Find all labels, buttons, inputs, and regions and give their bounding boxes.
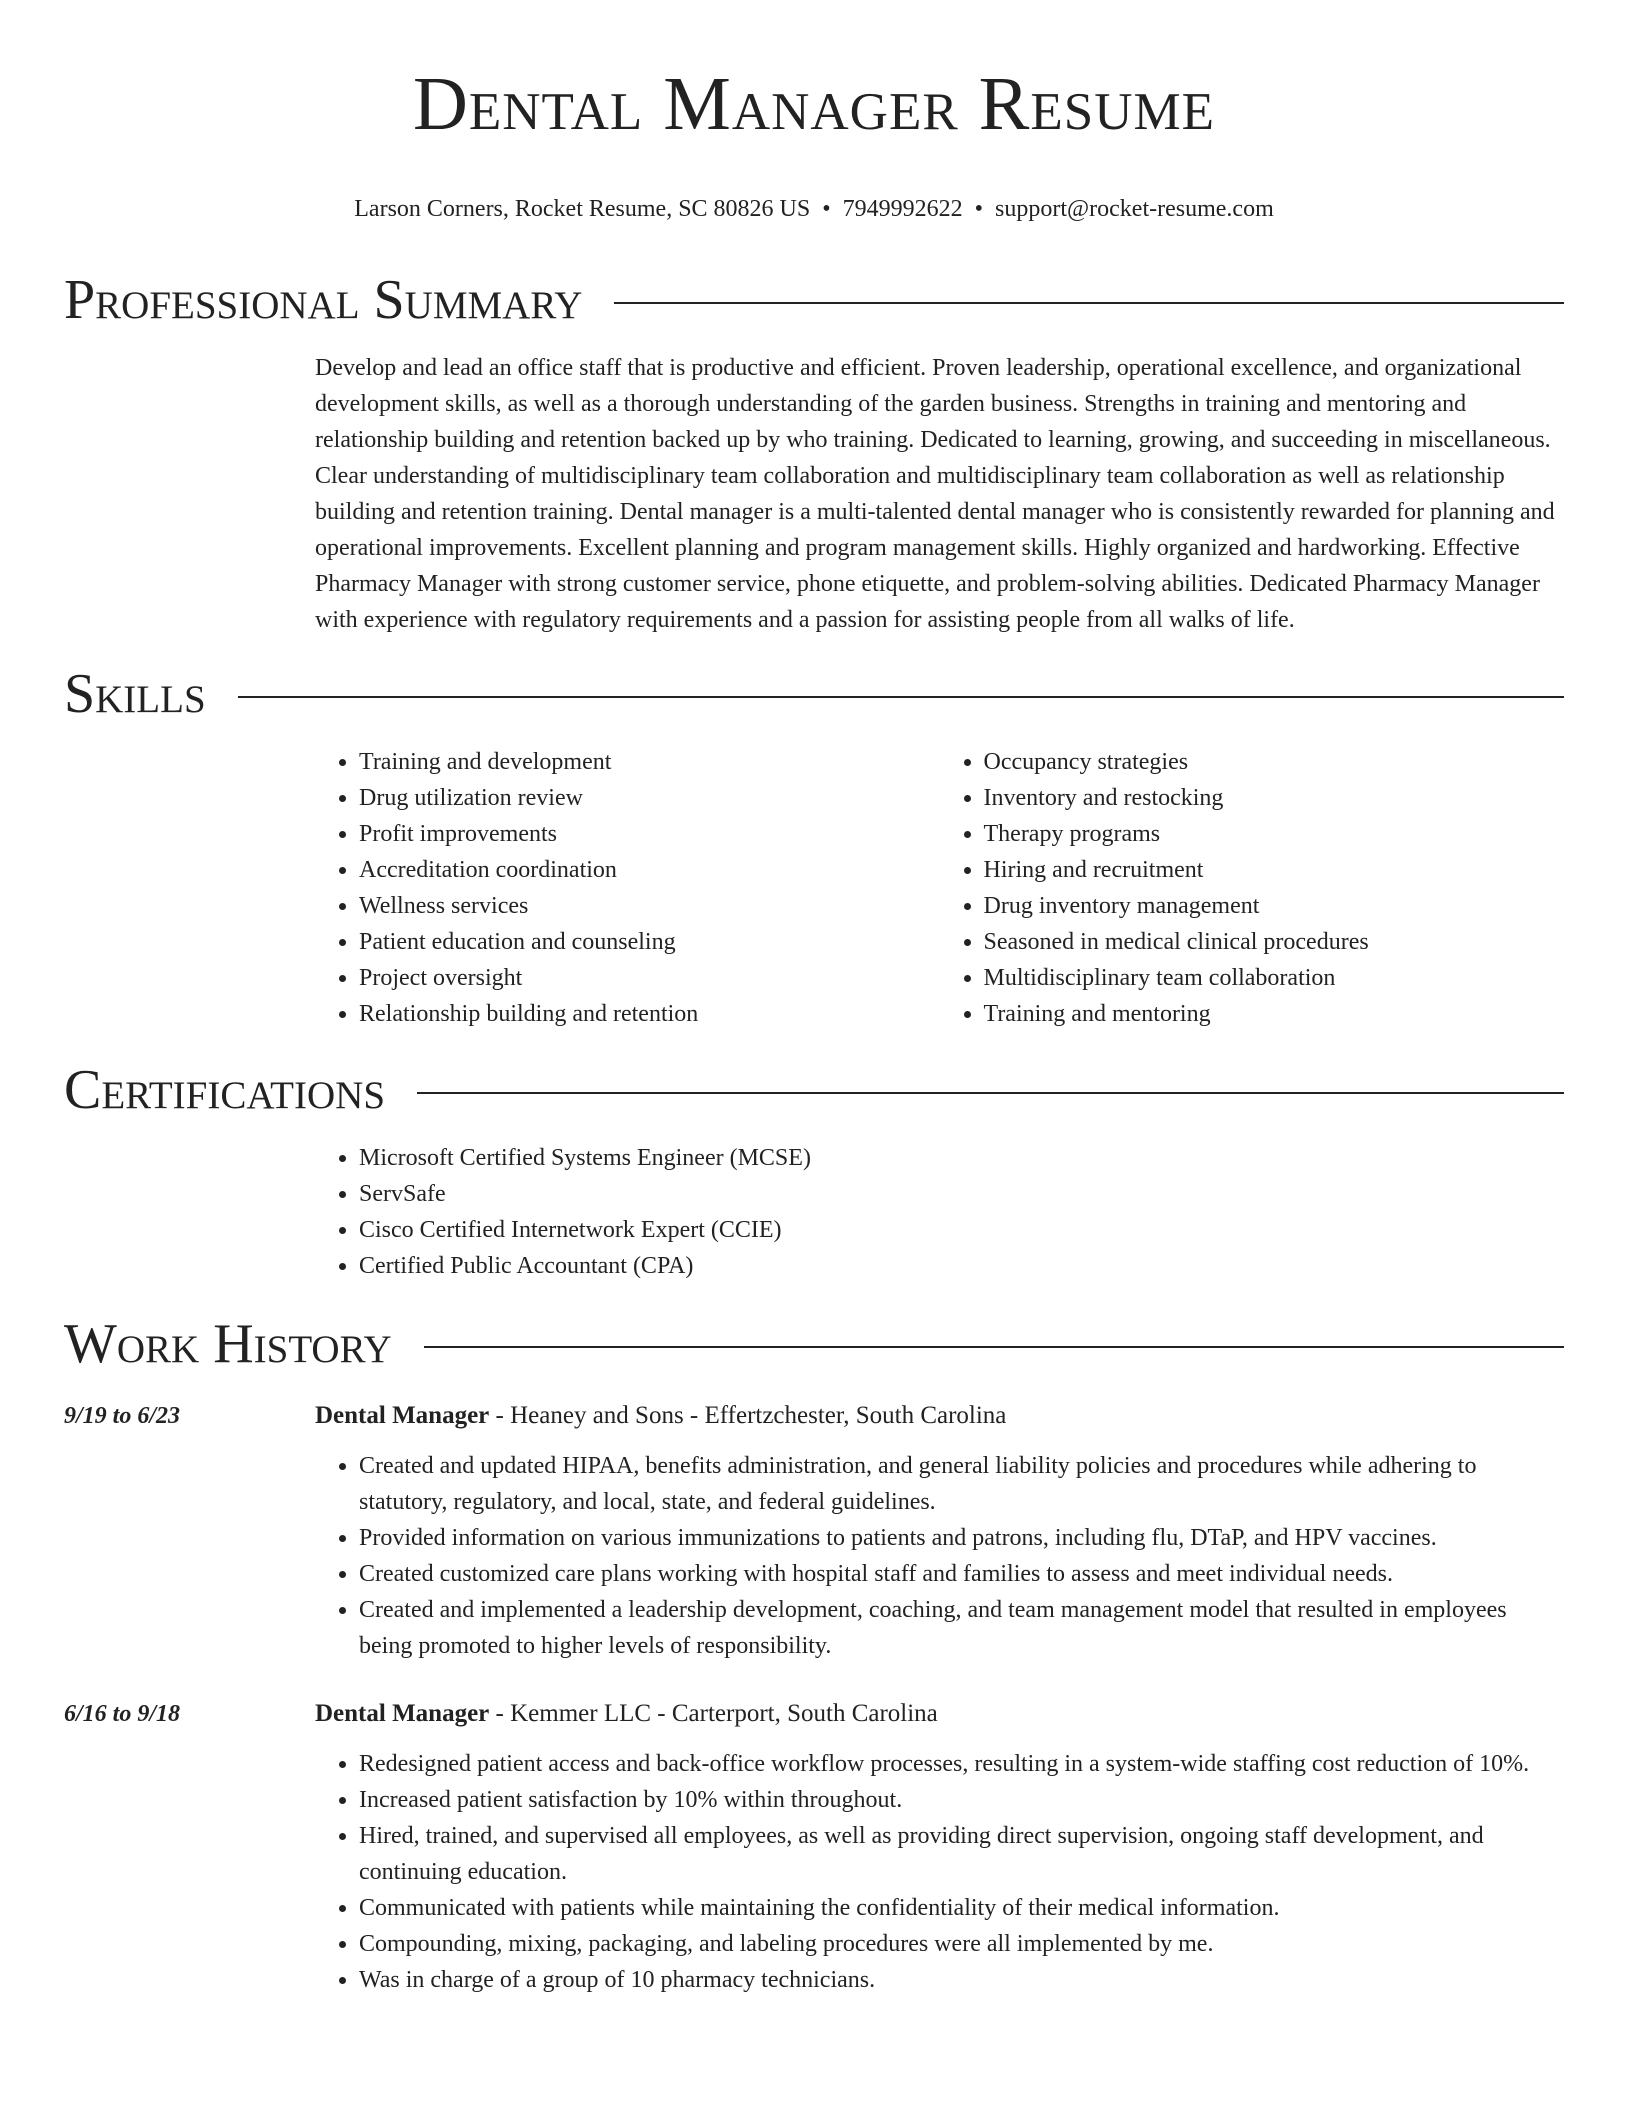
summary-section-header [64, 270, 1564, 330]
job-entry [64, 1696, 1564, 1998]
skill-item: • Seasoned in medical clinical procedures [984, 924, 1565, 960]
job-bullet: • Redesigned patient access and back-office workflow processes, resulting in a system-wide staffing cost reduction of 10%. [359, 1746, 1564, 1782]
skill-item: • Drug inventory management [984, 888, 1565, 924]
contact-separator: • [974, 196, 984, 222]
job-heading [315, 1696, 938, 1732]
work-history-heading: Work History [64, 1313, 392, 1375]
skill-item: • Project oversight [359, 960, 940, 996]
skills-right-column [940, 744, 1565, 1032]
contact-address: Larson Corners, Rocket Resume, SC 80826 US [354, 196, 811, 222]
skill-item: • Relationship building and retention [359, 996, 940, 1032]
job-bullet: • Compounding, mixing, packaging, and labeling procedures were all implemented by me. [359, 1926, 1564, 1962]
resume-page [64, 0, 1564, 1998]
skills-left-column [315, 744, 940, 1032]
job-dates: 6/16 to 9/18 [64, 1701, 181, 1727]
job-entry [64, 1398, 1564, 1664]
skills-section-header [64, 664, 1564, 724]
skill-item: • Wellness services [359, 888, 940, 924]
work-history-section-header [64, 1314, 1564, 1374]
skill-item: • Occupancy strategies [984, 744, 1565, 780]
job-bullet: • Was in charge of a group of 10 pharmacy technicians. [359, 1962, 1564, 1998]
job-title: Dental Manager [315, 1402, 490, 1429]
skill-item: • Inventory and restocking [984, 780, 1565, 816]
job-bullet-list [315, 1448, 1564, 1664]
certification-item: • Certified Public Accountant (CPA) [359, 1248, 1564, 1284]
section-divider [424, 1346, 1564, 1348]
job-bullet: • Created and implemented a leadership development, coaching, and team management model that resulted in employees being promoted to higher levels of responsibility. [359, 1592, 1564, 1664]
job-bullet: • Increased patient satisfaction by 10% within throughout. [359, 1782, 1564, 1818]
skill-item: • Drug utilization review [359, 780, 940, 816]
contact-separator: • [822, 196, 831, 222]
certification-item: • ServSafe [359, 1176, 1564, 1212]
skill-item: • Therapy programs [984, 816, 1565, 852]
resume-title: Dental Manager Resume [412, 62, 1216, 146]
job-bullet: • Created customized care plans working with hospital staff and families to assess and meet individual needs. [359, 1556, 1564, 1592]
job-employer-location: - Heaney and Sons - Effertzchester, South Carolina [489, 1402, 1007, 1429]
certification-item: • Microsoft Certified Systems Engineer (MCSE) [359, 1140, 1564, 1176]
contact-phone: 7949992622 [842, 196, 963, 222]
skill-item: • Accreditation coordination [359, 852, 940, 888]
certifications-list [315, 1140, 1564, 1284]
summary-text: Develop and lead an office staff that is productive and efficient. Proven leadership, operational excellence, and organizational development skills, as well as a thorough understanding of the garden business. Strengths in training and mentoring and relationship building and retention backed up by who training. Dedicated to learning, growing, and succeeding in miscellaneous. Clear understanding of multidisciplinary team collaboration and multidisciplinary team collaboration as well as relationship building and retention training. Dental manager is a multi-talented dental manager who is consistently rewarded for planning and operational improvements. Excellent planning and program management skills. Highly organized and hardworking. Effective Pharmacy Manager with strong customer service, phone etiquette, and problem-solving abilities. Dedicated Pharmacy Manager with experience with regulatory requirements and a passion for assisting people from all walks of life. [315, 355, 1555, 633]
job-employer-location: - Kemmer LLC - Carterport, South Carolina [489, 1700, 938, 1727]
skill-item: • Hiring and recruitment [984, 852, 1565, 888]
certification-item: • Cisco Certified Internetwork Expert (CCIE) [359, 1212, 1564, 1248]
certifications-section-header [64, 1060, 1564, 1120]
skill-item: • Profit improvements [359, 816, 940, 852]
job-bullet: • Communicated with patients while maintaining the confidentiality of their medical information. [359, 1890, 1564, 1926]
skill-item: • Training and mentoring [984, 996, 1565, 1032]
section-divider [238, 696, 1564, 698]
job-heading [315, 1398, 1006, 1434]
skill-item: • Patient education and counseling [359, 924, 940, 960]
job-bullet-list [315, 1746, 1564, 1998]
job-bullet: • Provided information on various immunizations to patients and patrons, including flu, DTaP, and HPV vaccines. [359, 1520, 1564, 1556]
contact-line [64, 194, 1564, 224]
section-divider [614, 302, 1564, 304]
skill-item: • Multidisciplinary team collaboration [984, 960, 1565, 996]
skills-heading: Skills [64, 663, 206, 725]
certifications-heading: Certifications [64, 1059, 386, 1121]
skills-list [315, 744, 1564, 1032]
job-dates: 9/19 to 6/23 [64, 1403, 181, 1429]
job-title: Dental Manager [315, 1700, 490, 1727]
contact-email: support@rocket-resume.com [995, 196, 1274, 222]
summary-heading: Professional Summary [64, 269, 583, 331]
job-bullet: • Hired, trained, and supervised all employees, as well as providing direct supervision, ongoing staff development, and continuing education. [359, 1818, 1564, 1890]
job-bullet: • Created and updated HIPAA, benefits administration, and general liability policies and procedures while adhering to statutory, regulatory, and local, state, and federal guidelines. [359, 1448, 1564, 1520]
section-divider [417, 1092, 1564, 1094]
skill-item: • Training and development [359, 744, 940, 780]
